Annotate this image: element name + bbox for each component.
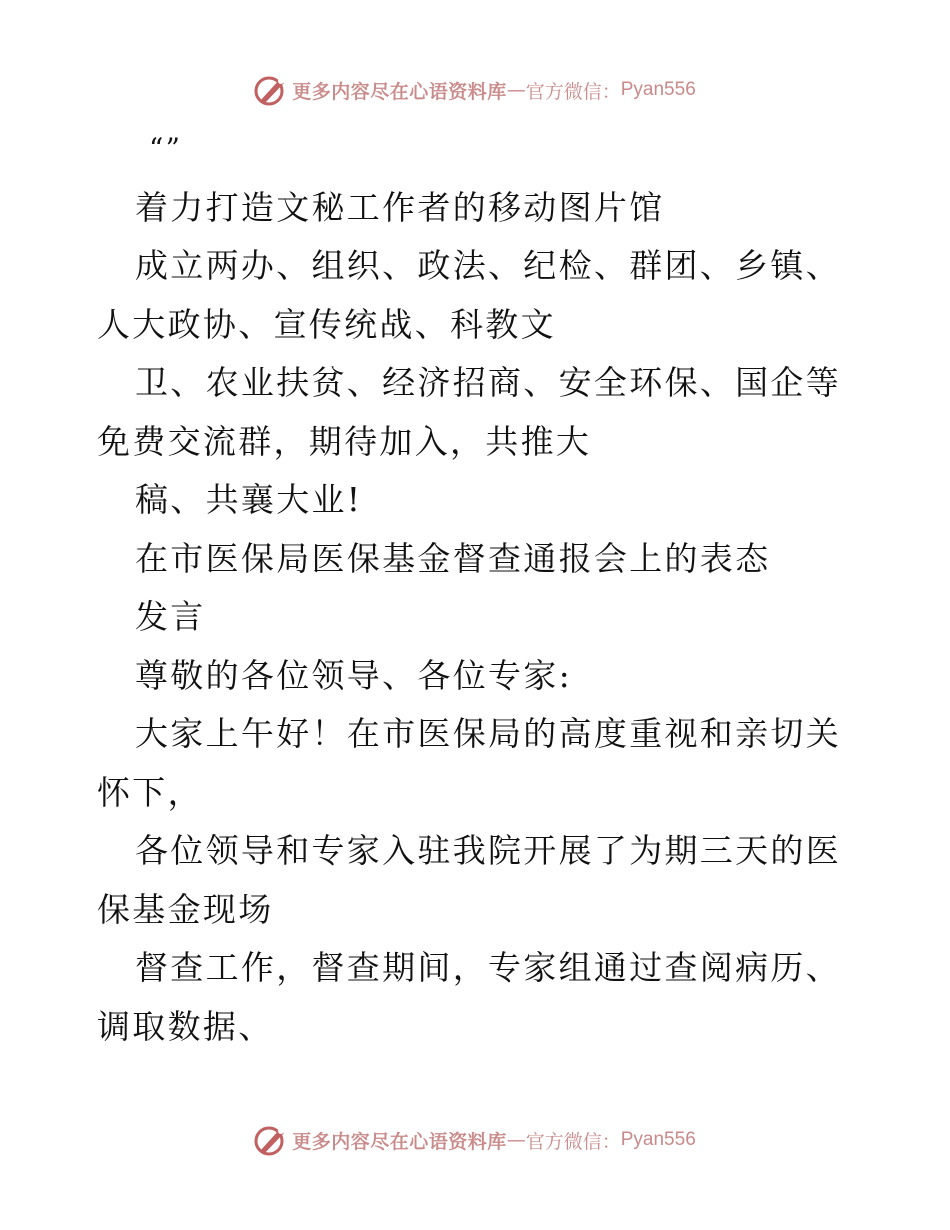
header-promo-text: 更多内容尽在心语资料库: [292, 80, 507, 103]
footer-promo-text: 更多内容尽在心语资料库: [292, 1130, 507, 1153]
header-official-label: 官方微信：: [525, 80, 621, 103]
paragraph: 稿、共襄大业!: [135, 480, 363, 519]
header-separator: —: [506, 79, 526, 101]
pen-nib-circle-icon: [254, 1123, 288, 1157]
paragraph: 大家上午好！在市医保局的高度重视和亲切关怀下，: [97, 714, 841, 812]
paragraph: 着力打造文秘工作者的移动图片馆: [135, 187, 665, 227]
footer-separator: —: [506, 1129, 526, 1151]
document-title-continued: 发言: [135, 597, 206, 636]
document-body: [97, 120, 855, 1056]
document-title: 在市医保局医保基金督查通报会上的表态: [135, 538, 771, 578]
pen-nib-circle-icon: [254, 73, 288, 107]
paragraph: 各位领导和专家入驻我院开展了为期三天的医保基金现场: [97, 831, 841, 929]
quote-marks: “”: [149, 132, 183, 165]
header-banner: [0, 70, 950, 110]
paragraph: 督查工作，督查期间，专家组通过查阅病历、调取数据、: [97, 948, 841, 1046]
paragraph: 卫、农业扶贫、经济招商、安全环保、国企等免费交流群，期待加入，共推大: [97, 363, 841, 461]
footer-official-label: 官方微信：: [525, 1130, 621, 1153]
salutation: 尊敬的各位领导、各位专家:: [135, 655, 573, 695]
paragraph: 成立两办、组织、政法、纪检、群团、乡镇、人大政协、宣传统战、科教文: [97, 246, 841, 344]
footer-banner: [0, 1120, 950, 1160]
header-wechat-id: Pyan556: [620, 79, 696, 100]
footer-wechat-id: Pyan556: [620, 1129, 696, 1150]
